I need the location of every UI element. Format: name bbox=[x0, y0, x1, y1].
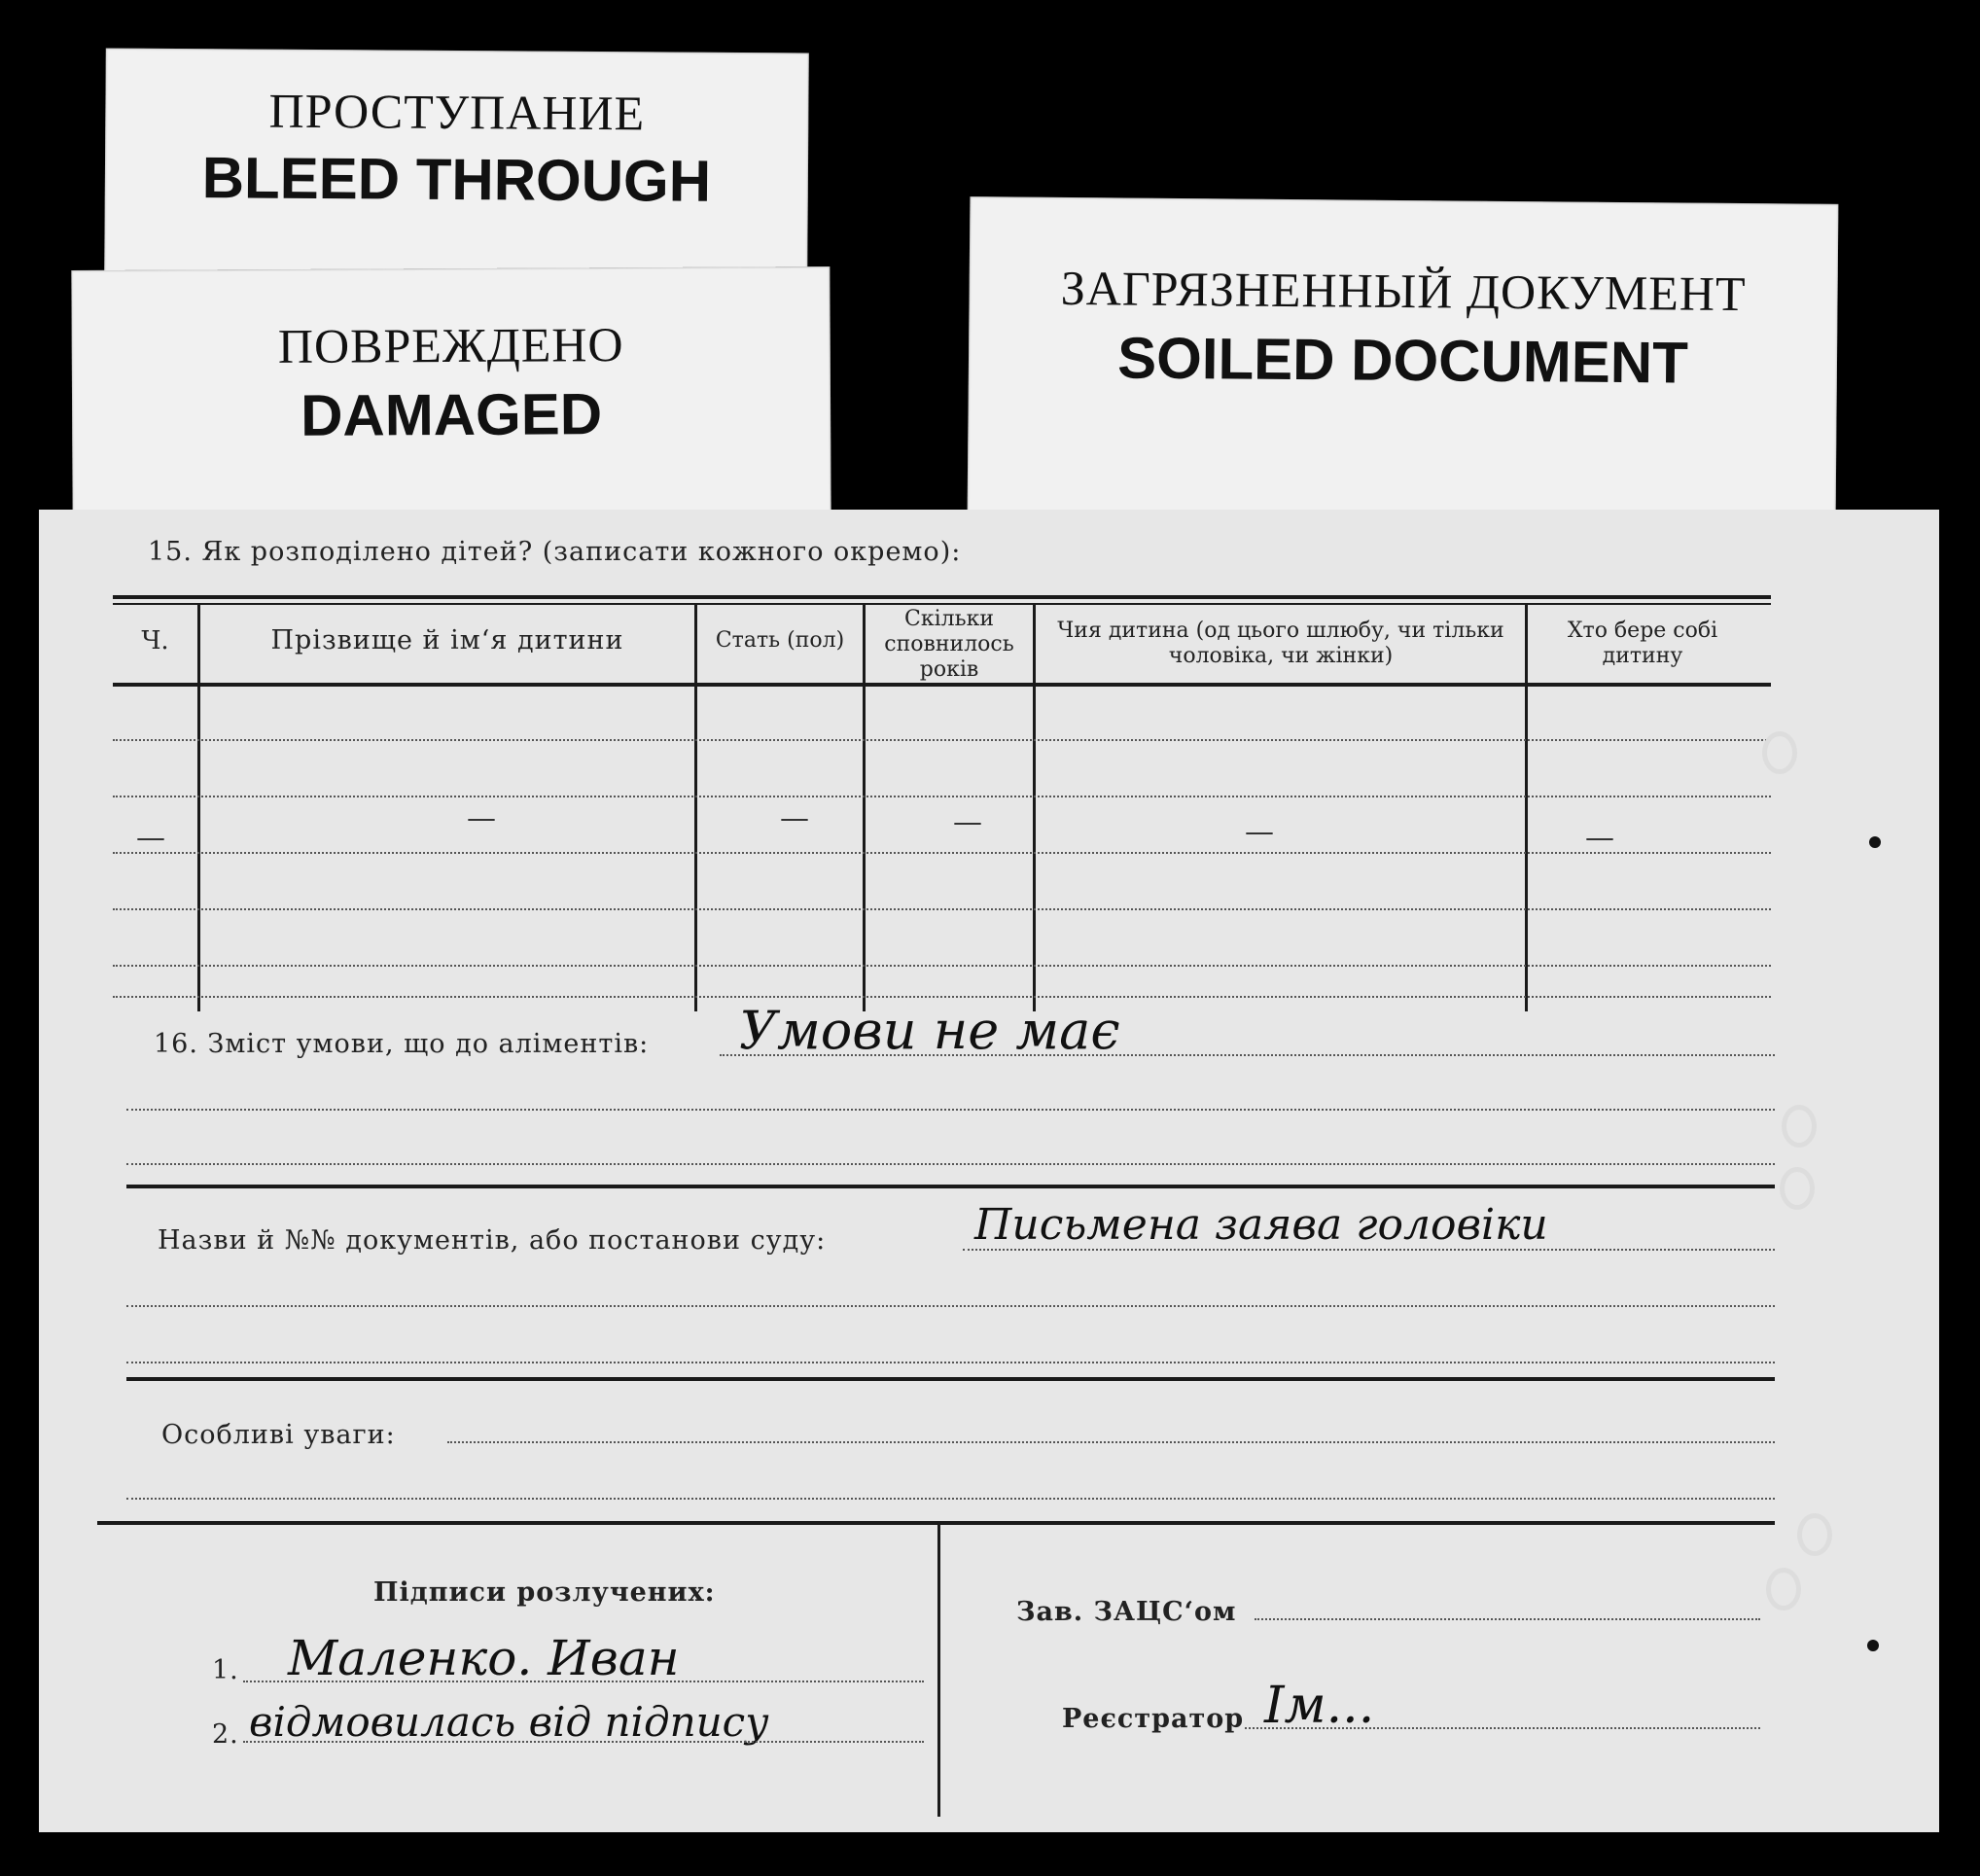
table-top-rule bbox=[113, 595, 1771, 599]
damaged-label bbox=[71, 266, 831, 523]
label-ru: ЗАГРЯЗНЕННЫЙ ДОКУМЕНТ bbox=[1060, 260, 1747, 322]
label-ru: ПОВРЕЖДЕНО bbox=[277, 317, 624, 373]
section16-label: 16. Зміст умови, що до аліментів: bbox=[154, 1029, 650, 1059]
registrar-label: Реєстратор bbox=[1062, 1704, 1245, 1734]
label-ru: ПРОСТУПАНИЕ bbox=[268, 83, 646, 141]
col-header-custody: Хто бере собі дитину bbox=[1567, 619, 1718, 668]
speck bbox=[1867, 1640, 1879, 1651]
punch-hole bbox=[1782, 1105, 1817, 1148]
field-line bbox=[243, 1681, 924, 1682]
field-line bbox=[243, 1741, 924, 1743]
col-header-whose-child: Чия дитина (од цього шлюбу, чи тільки чоловіка, чи жінки) bbox=[1057, 619, 1504, 668]
field-line bbox=[126, 1305, 1775, 1307]
table-row-line bbox=[113, 852, 1771, 854]
alimony-terms-value: Умови не має bbox=[739, 1000, 1120, 1061]
empty-entry-dash: — bbox=[467, 801, 496, 835]
documents-label: Назви й №№ документів, або постанови суду: bbox=[158, 1225, 827, 1256]
field-line bbox=[447, 1441, 1775, 1443]
signatures-title: Підписи розлучених: bbox=[373, 1577, 716, 1608]
empty-entry-dash: — bbox=[780, 801, 809, 835]
signature-2: відмовилась від підпису bbox=[249, 1698, 769, 1746]
table-top-rule-2 bbox=[113, 603, 1771, 605]
table-col-divider bbox=[1525, 605, 1528, 1011]
signature-1: Маленко. Иван bbox=[288, 1630, 680, 1686]
punch-hole bbox=[1762, 731, 1797, 774]
table-row-line bbox=[113, 908, 1771, 910]
punch-hole bbox=[1797, 1513, 1832, 1556]
field-line bbox=[126, 1362, 1775, 1363]
section-rule bbox=[97, 1521, 1775, 1525]
head-registry-label: Зав. ЗАЦС‘ом bbox=[1016, 1597, 1237, 1627]
divorce-record-form bbox=[39, 510, 1939, 1832]
table-col-divider bbox=[1033, 605, 1036, 1011]
signature-2-number: 2. bbox=[212, 1719, 239, 1750]
table-col-divider bbox=[197, 605, 200, 1011]
punch-hole bbox=[1766, 1568, 1801, 1611]
field-line bbox=[126, 1109, 1775, 1111]
field-line bbox=[1255, 1618, 1760, 1620]
empty-entry-dash: — bbox=[1245, 815, 1274, 849]
field-line bbox=[126, 1163, 1775, 1165]
bleed-through-label bbox=[104, 48, 809, 281]
col-header-age: Скільки сповнилось років bbox=[884, 607, 1014, 682]
field-line bbox=[1245, 1727, 1760, 1729]
empty-entry-dash: — bbox=[1585, 821, 1614, 855]
label-en: BLEED THROUGH bbox=[201, 145, 712, 214]
punch-hole bbox=[1780, 1167, 1815, 1210]
table-col-divider bbox=[863, 605, 866, 1011]
signature-1-number: 1. bbox=[212, 1655, 239, 1685]
section-rule bbox=[126, 1185, 1775, 1188]
field-line bbox=[963, 1249, 1775, 1251]
col-header-number: Ч. bbox=[141, 626, 169, 655]
soiled-document-label bbox=[968, 196, 1839, 525]
table-col-divider bbox=[694, 605, 697, 1011]
label-en: SOILED DOCUMENT bbox=[1116, 325, 1689, 396]
empty-entry-dash: — bbox=[136, 821, 165, 855]
col-header-name: Прізвище й ім‘я дитини bbox=[270, 625, 624, 655]
section15-title: 15. Як розподілено дітей? (записати кожного окремо): bbox=[148, 537, 962, 567]
remarks-label: Особливі уваги: bbox=[161, 1420, 396, 1450]
field-line bbox=[720, 1054, 1775, 1056]
table-row-line bbox=[113, 796, 1771, 797]
table-row-line bbox=[113, 996, 1771, 998]
documents-value: Письмена заява головіки bbox=[974, 1200, 1548, 1250]
empty-entry-dash: — bbox=[953, 805, 982, 839]
table-header-rule bbox=[113, 683, 1771, 687]
section-rule bbox=[126, 1377, 1775, 1381]
table-row-line bbox=[113, 739, 1771, 741]
speck bbox=[1869, 836, 1881, 848]
label-en: DAMAGED bbox=[300, 381, 603, 448]
registrar-signature: Ім... bbox=[1264, 1677, 1375, 1735]
table-row-line bbox=[113, 965, 1771, 967]
signatures-divider bbox=[937, 1525, 940, 1817]
col-header-sex: Стать (пол) bbox=[715, 628, 845, 653]
field-line bbox=[126, 1498, 1775, 1500]
